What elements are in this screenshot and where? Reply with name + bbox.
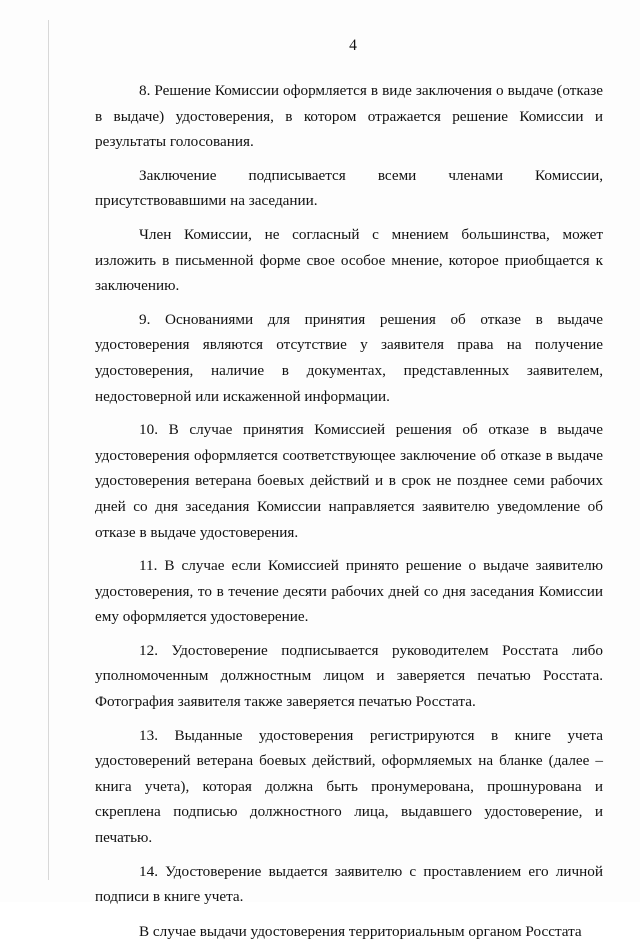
paragraph-14: 14. Удостоверение выдается заявителю с проставлением его личной подписи в книге учета.: [95, 862, 603, 906]
paragraph-8: 8. Решение Комиссии оформляется в виде заключения о выдаче (отказе в выдаче) удостоверения, в котором отражается решение Комиссии и результаты голосования.: [95, 82, 603, 151]
paragraph-12: 12. Удостоверение подписывается руководителем Росстата либо уполномоченным должностным лицом и заверяется печатью Росстата. Фотография заявителя также заверяется печатью Росстата.: [95, 641, 603, 711]
paragraph-10: 10. В случае принятия Комиссией решения об отказе в выдаче удостоверения оформляется соответствующее заключение об отказе в выдаче удостоверения ветерана боевых действий и в срок не позднее семи рабочих дней со дня заседания Комиссии направляется заявителю уведомление об отказе в выдаче удостоверения.: [95, 421, 603, 541]
paragraph-8-dissenting-opinion: Член Комиссии, не согласный с мнением большинства, может изложить в письменной форме свое особое мнение, которое приобщается к заключению.: [95, 225, 603, 295]
paragraph-11: 11. В случае если Комиссией принято решение о выдаче заявителю удостоверения, то в течение десяти рабочих дней со дня заседания Комиссии ему оформляется удостоверение.: [95, 557, 603, 626]
paragraph-14-territorial-issue: В случае выдачи удостоверения территориальным органом Росстата: [139, 922, 582, 940]
paragraph-8-conclusion-signing: Заключение подписывается всеми членами Комиссии, присутствовавшими на заседании.: [95, 166, 603, 210]
page-number: 4: [349, 37, 357, 54]
scan-margin-line: [48, 20, 49, 880]
paragraph-9: 9. Основаниями для принятия решения об отказе в выдаче удостоверения являются отсутствие у заявителя права на получение удостоверения, наличие в документах, представленных заявителем, недостоверной или искаженной информации.: [95, 310, 603, 405]
paragraph-13: 13. Выданные удостоверения регистрируются в книге учета удостоверений ветерана боевых действий, оформляемых на бланке (далее – книга учета), которая должна быть пронумерована, прошнурована и скреплена подписью должностного лица, выдавшего удостоверение, и печатью.: [95, 726, 603, 847]
